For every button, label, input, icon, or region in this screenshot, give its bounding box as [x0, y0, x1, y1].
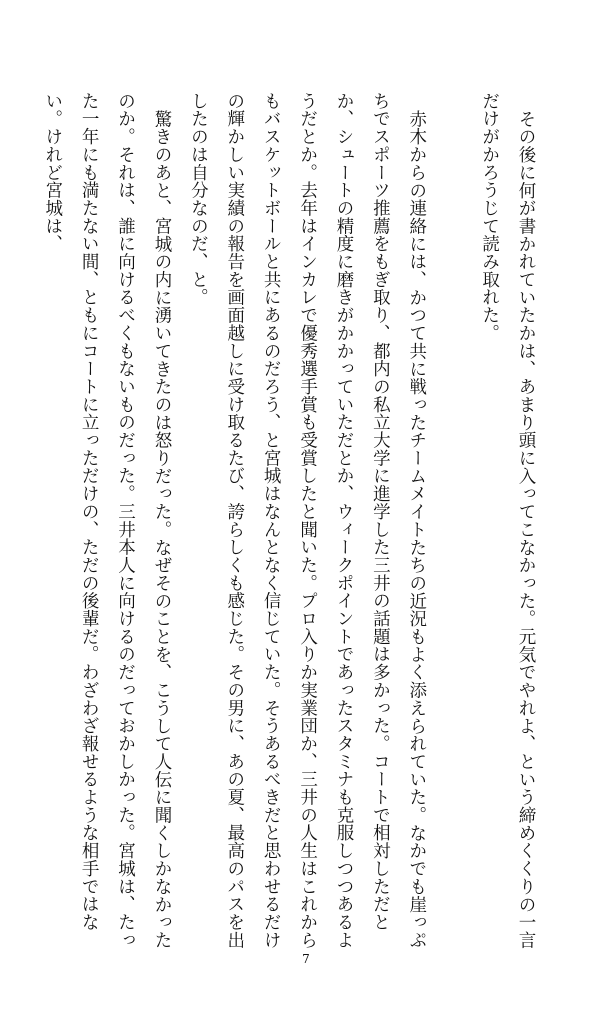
- paragraph-3: 驚きのあと、宮城の内に湧いてきたのは怒りだった。なぜそのことを、こうして人伝に聞くしかなかったのか。それは、誰に向けるべくもないものだった。三井本人に向けるのだっておかしかった。宮城は、たった一年にも満たない間、ともにコートに立っただけの、ただの後輩だ。わざわざ報せるような相手ではない。けれど宮城は、: [42, 92, 172, 949]
- page-number: 7: [302, 952, 310, 966]
- paragraph-gap: [435, 92, 471, 93]
- vertical-text-body: [42, 92, 544, 952]
- paragraph-2: 赤木からの連絡には、かつて共に戦ったチームメイトたちの近況もよく添えられていた。なかでも崖っぷちでスポーツ推薦をもぎ取り、都内の私立大学に進学した三井の話題は多かった。コートで相対しただとか、シュートの精度に磨きがかかっていただとか、ウィークポイントであったスタミナも克服しつつあるようだとか。去年はインカレで優秀選手賞も受賞したと聞いた。プロ入りか実業団か、三井の人生はこれからもバスケットボールと共にあるのだろう、と宮城はなんとなく信じていた。そうあるべきだと思わせるだけの輝かしい実績の報告を画面越しに受け取るたび、誇らしくも感じた。その男に、あの夏、最高のパスを出したのは自分なのだ、と。: [188, 92, 427, 949]
- paragraph-1: その後に何が書かれていたかは、あまり頭に入ってこなかった。元気でやれよ、という締めくくりの一言だけがかろうじて読み取れた。: [479, 92, 536, 949]
